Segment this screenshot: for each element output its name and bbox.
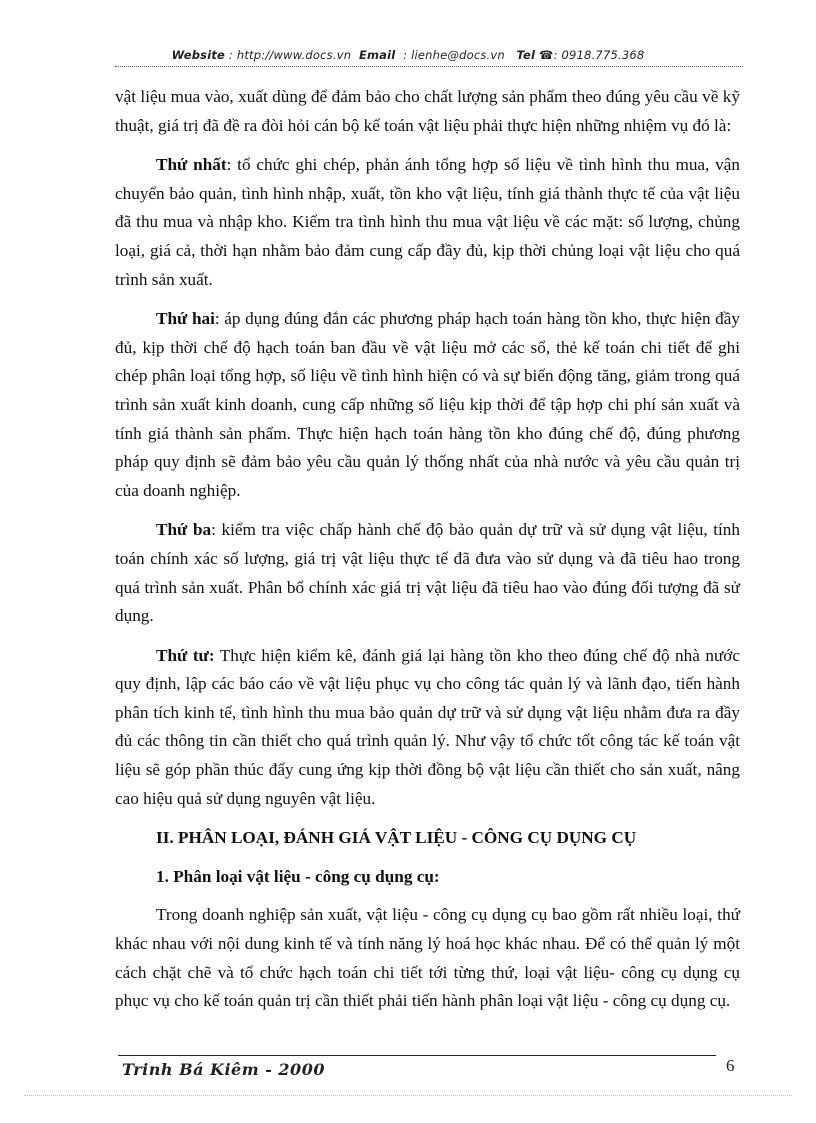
paragraph-classification: Trong doanh nghiệp sản xuất, vật liệu - công cụ dụng cụ bao gồm rất nhiều loại, thứ khác nhau với nội dung kinh tế và tính năng lý hoá học khác nhau. Để có thể quản lý một cách chặt chẽ và tổ chức hạch toán chi tiết tới từng thứ, loại vật liệu- công cụ dụng cụ phục vụ cho kế toán quản trị cần thiết phải tiến hành phân loại vật liệu - công cụ dụng cụ. — [115, 905, 740, 1011]
second-task-lead: Thứ hai — [156, 309, 215, 329]
website-label: Website — [171, 48, 226, 62]
email-value: : lienhe@docs.vn — [403, 48, 505, 62]
subsection-heading: 1. Phân loại vật liệu - công cụ dụng cụ: — [156, 866, 440, 886]
third-task-text: : kiểm tra việc chấp hành chế độ bảo quản dự trữ và sử dụng vật liệu, tính toán chính xác số lượng, giá trị vật liệu thực tế đã đưa vào sử dụng và đã tiêu hao trong quá trình sản xuất. Phân bổ chính xác giá trị vật liệu đã tiêu hao vào đúng đối tượng đã sử dụng. — [115, 520, 740, 626]
document-body — [115, 83, 740, 1027]
website-value: : http://www.docs.vn — [228, 48, 352, 62]
footer-divider — [118, 1055, 716, 1056]
fourth-task-text: Thực hiện kiểm kê, đánh giá lại hàng tồn kho theo đúng chế độ nhà nước quy định, lập các báo cáo về vật liệu phục vụ cho công tác quản lý và lãnh đạo, tiến hành phân tích kinh tế, tình hình thu mua bảo quản dự trữ và sử dụng vật liệu nhằm đưa ra đầy đủ các thông tin cần thiết cho quá trình quản lý. Như vậy tổ chức tốt công tác kế toán vật liệu sẽ góp phần thúc đẩy cung ứng kịp thời đồng bộ vật liệu cần thiết cho sản xuất, nâng cao hiệu quả sử dụng nguyên vật liệu. — [115, 645, 740, 808]
first-task-lead: Thứ nhất — [156, 155, 227, 175]
paragraph-third-task — [115, 516, 740, 630]
paragraph-fourth-task — [115, 642, 740, 814]
first-task-text: : tổ chức ghi chép, phản ánh tổng hợp số liệu về tình hình thu mua, vận chuyển bảo quản, tình hình nhập, xuất, tồn kho vật liệu, tính giá thành thực tế của vật liệu đã thu mua và nhập kho. Kiểm tra tình hình thu mua vật liệu về các mặt: số lượng, chủng loại, giá cả, thời hạn nhằm bảo đảm cung cấp đầy đủ, kịp thời chủng loại vật liệu cho quá trình sản xuất. — [115, 155, 740, 289]
paragraph-first-task — [115, 151, 740, 294]
third-task-lead: Thứ ba — [156, 520, 212, 540]
tel-label: Tel — [516, 48, 536, 62]
footer-author: Trinh Bá Kiêm - 2000 — [122, 1060, 325, 1079]
section-heading: II. PHÂN LOẠI, ĐÁNH GIÁ VẬT LIỆU - CÔNG CỤ DỤNG CỤ — [156, 828, 637, 848]
second-task-text: : áp dụng đúng đắn các phương pháp hạch toán hàng tồn kho, thực hiện đầy đủ, kịp thời chế độ hạch toán ban đầu về vật liệu mở các sổ, thẻ kế toán chi tiết để ghi chép phân loại tổng hợp, số liệu về tình hình hiện có và sự biến động tăng, giảm trong quá trình sản xuất kinh doanh, cung cấp những số liệu kịp thời để tập hợp chi phí sản xuất và tính giá thành sản phẩm. Thực hiện hạch toán hàng tồn kho đúng chế độ, đúng phương pháp quy định sẽ đảm bảo yêu cầu quản lý thống nhất của nhà nước và yêu cầu quản trị của doanh nghiệp. — [115, 309, 740, 500]
phone-icon: ☎ — [539, 48, 554, 62]
paragraph-intro: vật liệu mua vào, xuất dùng để đảm bảo cho chất lượng sản phẩm theo đúng yêu cầu về kỹ thuật, giá trị đã đề ra đòi hỏi cán bộ kế toán vật liệu phải thực hiện những nhiệm vụ đó là: — [115, 87, 740, 135]
tel-value: : 0918.775.368 — [553, 48, 645, 62]
page-number: 6 — [726, 1056, 735, 1075]
page-header — [0, 48, 816, 62]
fourth-task-lead: Thứ tư: — [156, 645, 215, 665]
header-divider — [115, 66, 743, 67]
paragraph-second-task — [115, 305, 740, 505]
page-bottom-divider — [24, 1095, 792, 1096]
email-label: Email — [358, 48, 396, 62]
